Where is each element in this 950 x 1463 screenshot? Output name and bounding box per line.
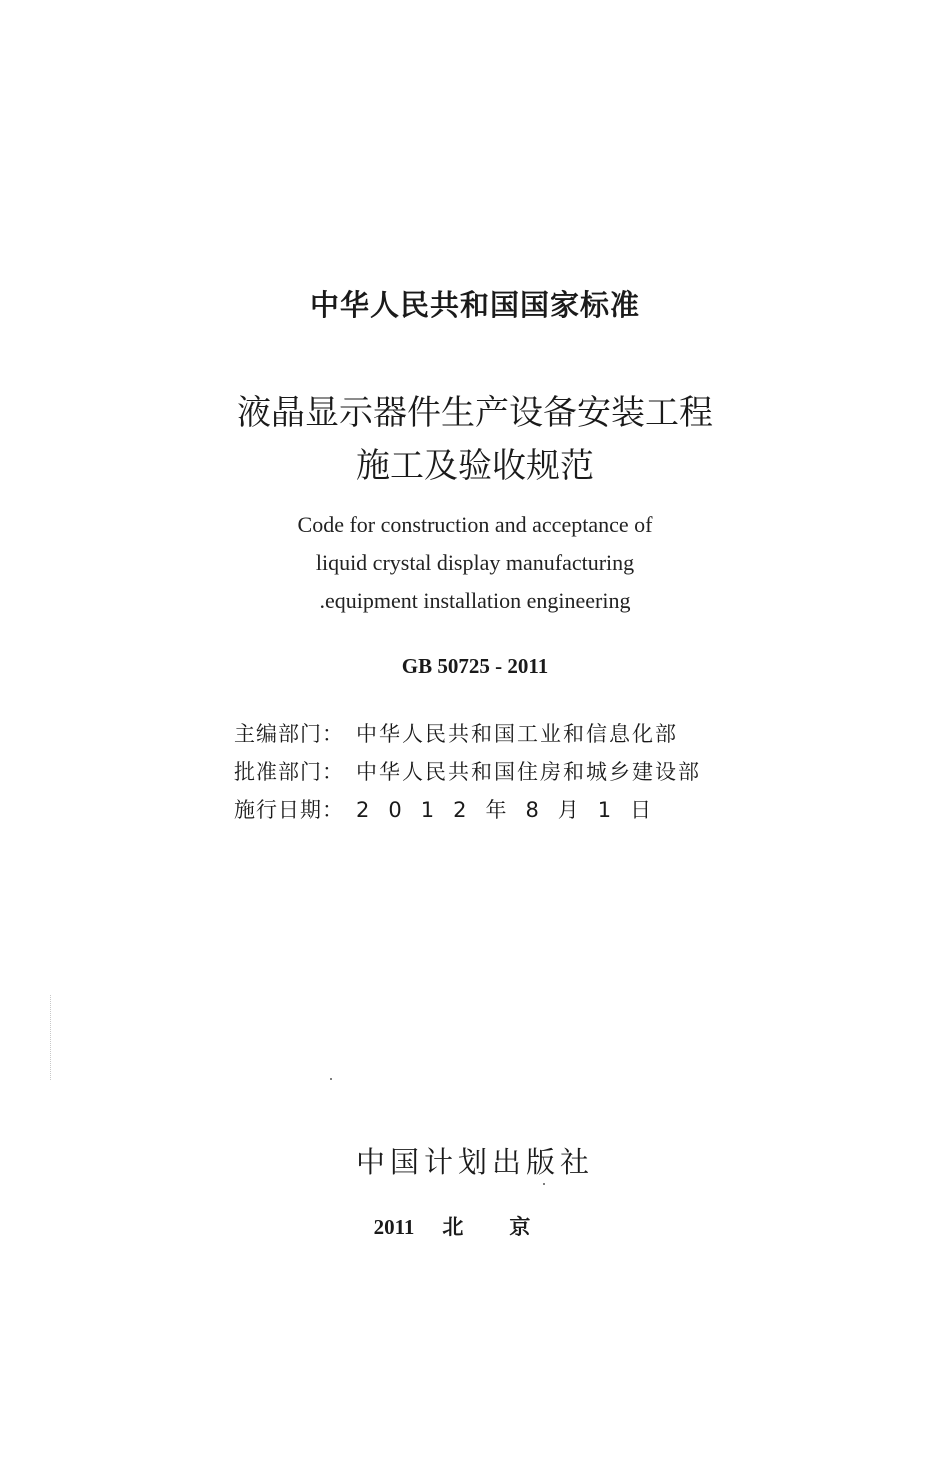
english-title-line-2: liquid crystal display manufacturing xyxy=(315,550,635,575)
national-standard-heading: 中华人民共和国国家标准 xyxy=(309,288,640,322)
english-title-line-3: .equipment installation engineering xyxy=(319,588,631,613)
effective-date-row xyxy=(234,794,670,824)
editor-department-row xyxy=(234,718,678,748)
publication-place-line xyxy=(0,1211,950,1241)
chinese-title-line-1: 液晶显示器件生产设备安装工程 xyxy=(237,393,713,433)
effective-date-label: 施行日期： xyxy=(234,798,344,822)
effective-date-value: 2012年8月1日 xyxy=(356,798,671,822)
standard-number: GB 50725 - 2011 xyxy=(401,654,549,678)
approver-department-value: 中华人民共和国住房和城乡建设部 xyxy=(356,760,701,784)
editor-department-value: 中华人民共和国工业和信息化部 xyxy=(356,722,678,746)
scan-edge-mark xyxy=(50,995,52,1080)
scan-speck xyxy=(330,1078,332,1080)
chinese-title-line-2: 施工及验收规范 xyxy=(356,446,594,486)
publisher-name: 中国计划出版社 xyxy=(355,1145,594,1179)
approver-department-row xyxy=(234,756,701,786)
publication-city: 北京 xyxy=(442,1215,577,1239)
editor-department-label: 主编部门： xyxy=(234,722,344,746)
scan-speck xyxy=(543,1183,545,1185)
publication-year: 2011 xyxy=(373,1215,415,1239)
english-title-line-1: Code for construction and acceptance of xyxy=(297,512,653,537)
approver-department-label: 批准部门： xyxy=(234,760,344,784)
